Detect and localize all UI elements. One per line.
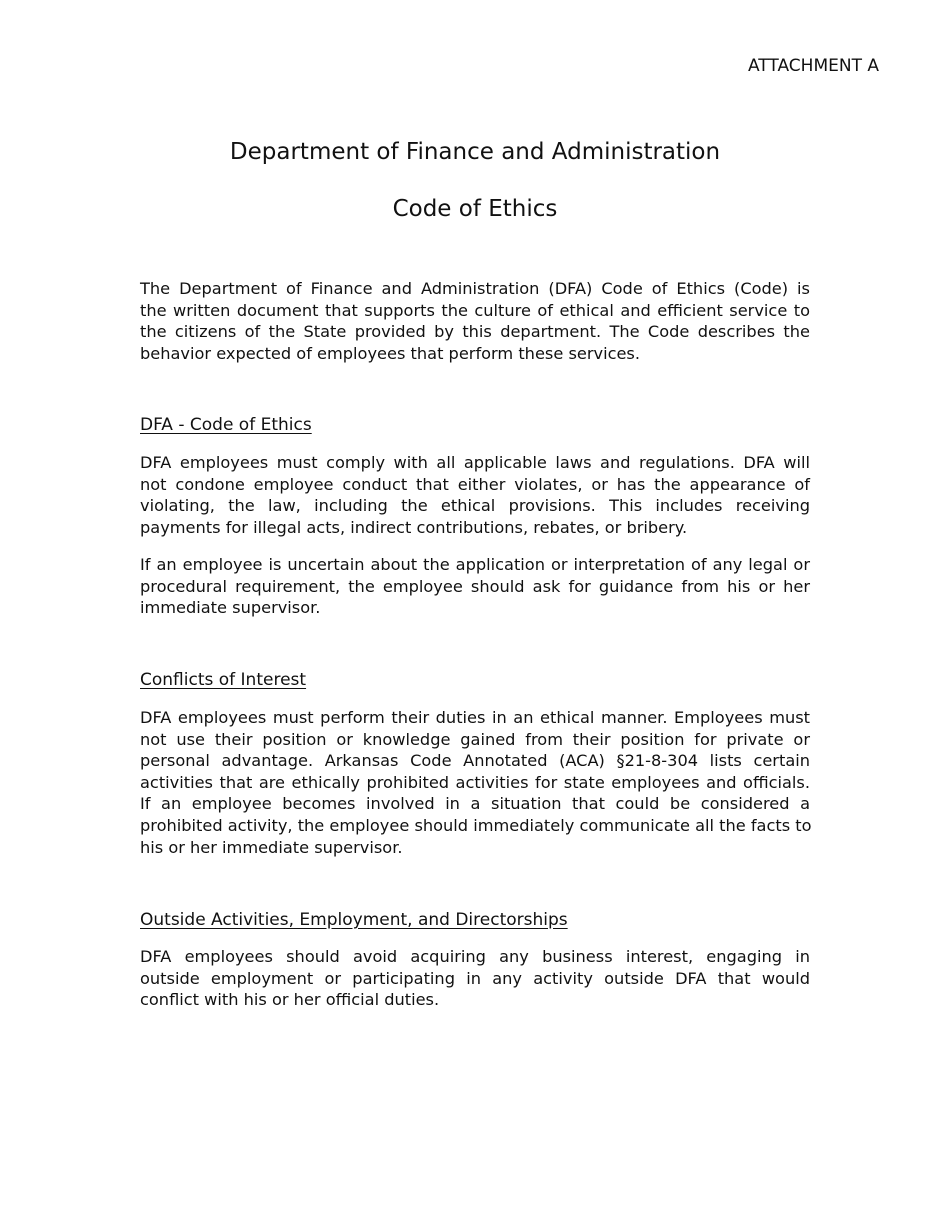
text-line: the written document that supports the culture of ethical and efficient service to [140, 300, 810, 320]
text-line: DFA employees should avoid acquiring any business interest, engaging in [140, 947, 810, 966]
text-line: outside employment or participating in any activity outside DFA that would [140, 968, 810, 988]
text-line: immediate supervisor. [140, 598, 321, 618]
text-line: activities that are ethically prohibited activities for state employees and officials. [140, 772, 810, 792]
intro-paragraph [140, 278, 810, 364]
text-line: conflict with his or her official duties. [140, 990, 440, 1010]
text-line: DFA employees must comply with all applicable laws and regulations. DFA will [140, 453, 810, 472]
text-line: procedural requirement, the employee should ask for guidance from his or her [140, 576, 810, 596]
text-line: not use their position or knowledge gained from their position for private or [140, 729, 810, 749]
text-line: violating, the law, including the ethical provisions. This includes receiving [140, 496, 810, 516]
text-line: his or her immediate supervisor. [140, 837, 403, 857]
paragraph [140, 554, 810, 619]
document-subtitle: Code of Ethics [392, 196, 558, 222]
text-line: The Department of Finance and Administration (DFA) Code of Ethics (Code) is [140, 279, 810, 298]
text-line: If an employee is uncertain about the application or interpretation of any legal or [140, 555, 810, 574]
text-line: If an employee becomes involved in a situation that could be considered a [140, 794, 810, 814]
attachment-label: ATTACHMENT A [748, 56, 879, 76]
text-line: DFA employees must perform their duties in an ethical manner. Employees must [140, 708, 810, 727]
section-heading-code-of-ethics: DFA - Code of Ethics [140, 415, 312, 435]
document-title: Department of Finance and Administration [229, 139, 721, 165]
text-line: not condone employee conduct that either violates, or has the appearance of [140, 474, 810, 494]
paragraph [140, 452, 810, 538]
text-line: prohibited activity, the employee should immediately communicate all the facts to [140, 815, 812, 835]
section-heading-outside-activities: Outside Activities, Employment, and Directorships [140, 910, 568, 930]
text-line: behavior expected of employees that perform these services. [140, 343, 641, 363]
paragraph [140, 946, 810, 1011]
paragraph [140, 707, 810, 858]
text-line: payments for illegal acts, indirect contributions, rebates, or bribery. [140, 517, 688, 537]
text-line: the citizens of the State provided by this department. The Code describes the [140, 322, 810, 342]
text-line: personal advantage. Arkansas Code Annotated (ACA) §21-8-304 lists certain [140, 751, 810, 771]
section-heading-conflicts-of-interest: Conflicts of Interest [140, 670, 307, 690]
